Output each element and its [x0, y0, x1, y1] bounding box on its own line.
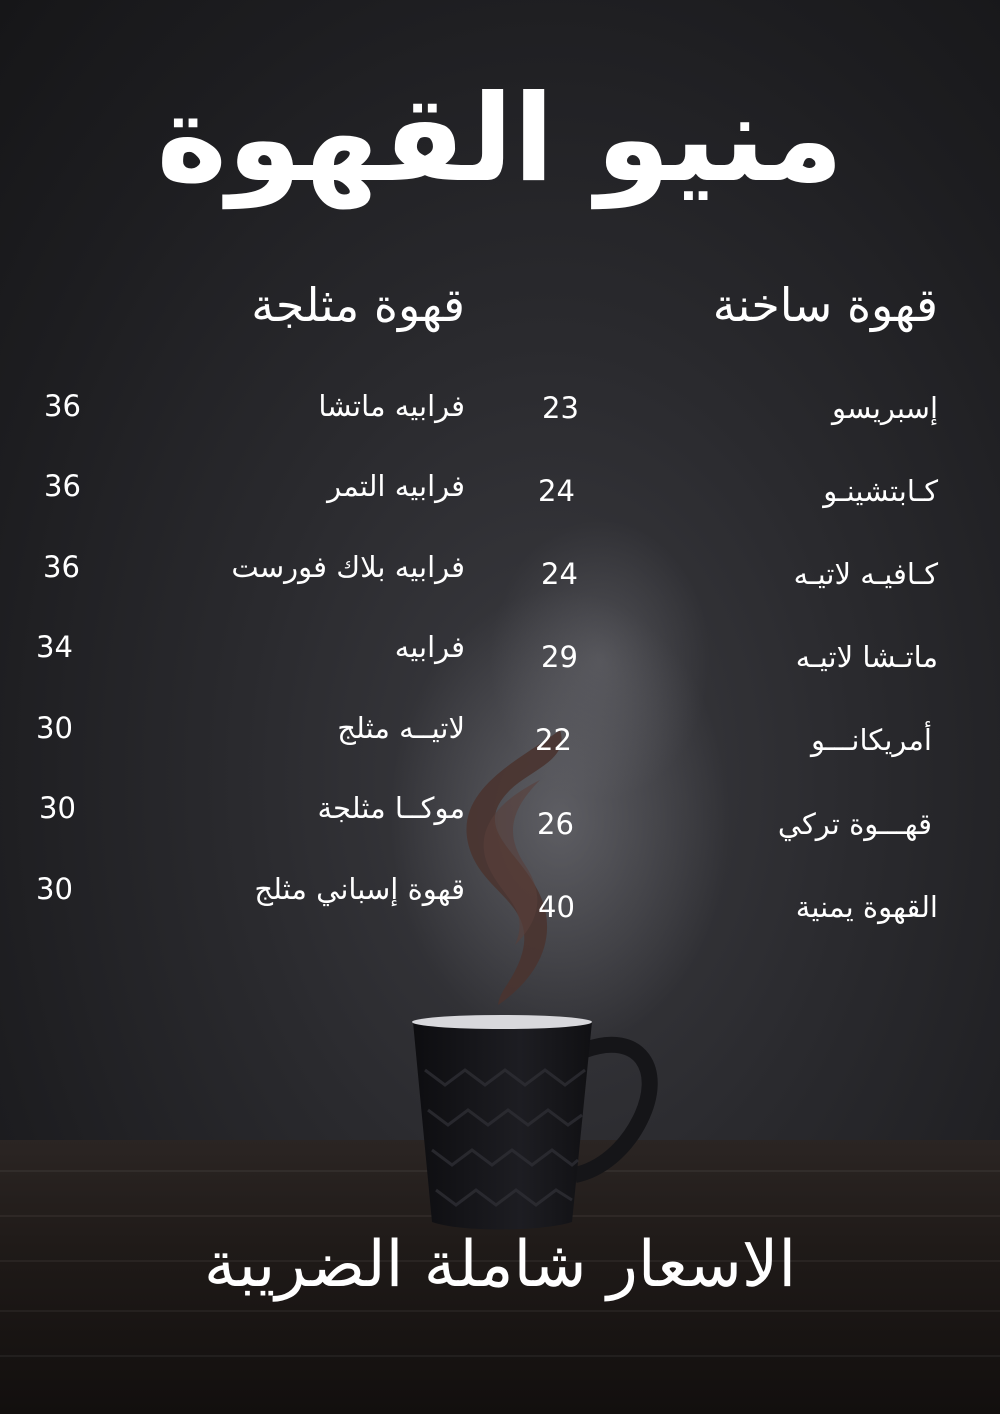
hot-coffee-heading: قهوة ساخنة	[712, 278, 938, 332]
hot-item-name: كـابتشينـو	[823, 474, 938, 508]
iced-item-name: فرابيه التمر	[327, 469, 465, 503]
hot-item-price: 40	[538, 890, 575, 924]
iced-item-name: قهوة إسباني مثلج	[254, 872, 465, 906]
iced-item-name: فرابيه بلاك فورست	[231, 550, 465, 584]
iced-item-price: 34	[36, 630, 73, 664]
iced-item-price: 36	[43, 550, 80, 584]
iced-item-name: لاتيــه مثلج	[337, 711, 465, 745]
hot-item-name: ماتـشا لاتيـه	[795, 640, 938, 674]
iced-item-name: موكــا مثلجة	[317, 791, 465, 825]
iced-item-price: 30	[39, 791, 76, 825]
hot-item-price: 24	[541, 557, 578, 591]
hot-item-name: قهـــوة تركي	[777, 807, 932, 841]
hot-item-price: 22	[535, 723, 572, 757]
menu-title: منيو القهوة	[156, 70, 844, 209]
iced-item-price: 30	[36, 872, 73, 906]
mug-rim	[412, 1015, 592, 1029]
iced-item-price: 36	[44, 389, 81, 423]
iced-item-price: 30	[36, 711, 73, 745]
iced-coffee-heading: قهوة مثلجة	[251, 278, 465, 332]
iced-item-price: 36	[44, 469, 81, 503]
hot-item-price: 23	[542, 391, 579, 425]
iced-item-name: فرابيه	[394, 630, 465, 664]
hot-item-price: 26	[537, 807, 574, 841]
tax-included-note: الاسعار شاملة الضريبة	[203, 1228, 797, 1302]
hot-item-price: 29	[541, 640, 578, 674]
hot-item-name: إسبريسو	[831, 391, 938, 425]
hot-item-name: كـافيـه لاتيـه	[793, 557, 938, 591]
hot-item-name: أمريكانـــو	[810, 723, 932, 757]
hot-item-price: 24	[538, 474, 575, 508]
iced-item-name: فرابيه ماتشا	[318, 389, 465, 423]
hot-item-name: القهوة يمنية	[795, 890, 938, 924]
